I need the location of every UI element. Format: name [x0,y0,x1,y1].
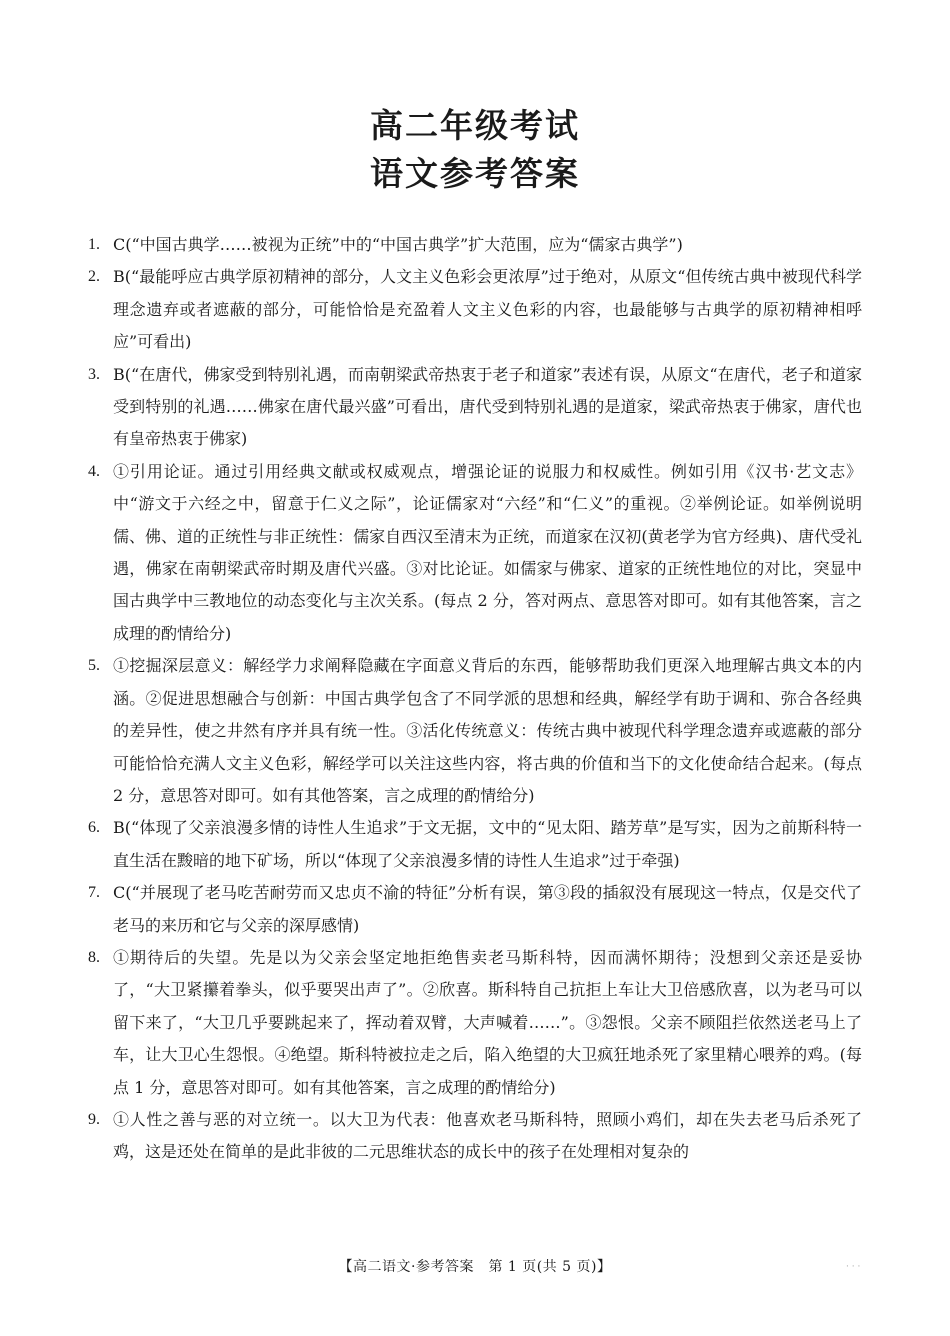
page-title: 高二年级考试 [370,106,580,145]
answer-text: ①期待后的失望。先是以为父亲会坚定地拒绝售卖老马斯科特，因而满怀期待；没想到父亲还是妥协了，“大卫紧攥着拳头，似乎要哭出声了”。②欣喜。斯科特自己抗拒上车让大卫倍感欣喜，以为老马可以留下来了，“大卫几乎要跳起来了，挥动着双臂，大声喊着……”。③怨恨。父亲不顾阻拦依然送老马上了车，让大卫心生怨恨。④绝望。斯科特被拉走之后，陷入绝望的大卫疯狂地杀死了家里精心喂养的鸡。(每点 1 分，意思答对即可。如有其他答案，言之成理的酌情给分) [113,947,862,1097]
answer-list [88,229,862,1169]
answer-item [88,456,862,650]
answer-text: ①挖掘深层意义：解经学力求阐释隐藏在字面意义背后的东西，能够帮助我们更深入地理解古典文本的内涵。②促进思想融合与创新：中国古典学包含了不同学派的思想和经典，解经学有助于调和、弥合各经典的差异性，使之井然有序并具有统一性。③活化传统意义：传统古典中被现代科学理念遗弃或遮蔽的部分可能恰恰充满人文主义色彩，解经学可以关注这些内容，将古典的价值和当下的文化使命结合起来。(每点 2 分，意思答对即可。如有其他答案，言之成理的酌情给分) [113,656,862,805]
answer-text: ①引用论证。通过引用经典文献或权威观点，增强论证的说服力和权威性。例如引用《汉书·艺文志》中“游文于六经之中，留意于仁义之际”，论证儒家对“六经”和“仁义”的重视。②举例论证。如举例说明儒、佛、道的正统性与非正统性：儒家自西汉至清末为正统，而道家在汉初(黄老学为官方经典)、唐代受礼遇，佛家在南朝梁武帝时期及唐代兴盛。③对比论证。如儒家与佛家、道家的正统性地位的对比，突显中国古典学中三教地位的动态变化与主次关系。(每点 2 分，答对两点、意思答对即可。如有其他答案，言之成理的酌情给分) [113,461,862,643]
answer-item [88,650,862,812]
answer-item [88,1104,862,1169]
answer-item [88,229,862,261]
page-subtitle: 语文参考答案 [370,154,580,193]
answer-text: B(“最能呼应古典学原初精神的部分，人文主义色彩会更浓厚”过于绝对，从原文“但传统古典中被现代科学理念遗弃或者遮蔽的部分，可能恰恰是充盈着人文主义色彩的内容，也最能够与古典学的原初精神相呼应”可看出) [113,267,862,352]
answer-text: B(“体现了父亲浪漫多情的诗性人生追求”于文无据，文中的“见太阳、踏芳草”是写实，因为之前斯科特一直生活在黢暗的地下矿场，所以“体现了父亲浪漫多情的诗性人生追求”过于牵强) [113,818,862,870]
answer-item [88,942,862,1104]
answer-text: B(“在唐代，佛家受到特别礼遇，而南朝梁武帝热衷于老子和道家”表述有误，从原文“在唐代，老子和道家受到特别的礼遇……佛家在唐代最兴盛”可看出，唐代受到特别礼遇的是道家，梁武帝热衷于佛家，唐代也有皇帝热衷于佛家) [113,364,862,449]
answer-number: 1. [88,236,100,253]
answer-number: 9. [88,1110,100,1128]
answer-number: 4. [88,462,100,480]
answer-item [88,359,862,456]
answer-text: C(“中国古典学……被视为正统”中的“中国古典学”扩大范围，应为“儒家古典学”) [113,235,683,254]
answer-number: 3. [88,365,100,383]
answer-text: ①人性之善与恶的对立统一。以大卫为代表：他喜欢老马斯科特，照顾小鸡们，却在失去老马后杀死了鸡，这是还处在简单的是此非彼的二元思维状态的成长中的孩子在处理相对复杂的 [113,1109,862,1162]
answer-item [88,877,862,942]
footer-mark: · · · [846,1262,861,1272]
page-footer: 【高二语文·参考答案 第 1 页(共 5 页)】 [338,1259,612,1275]
answer-text: C(“并展现了老马吃苦耐劳而又忠贞不渝的特征”分析有误，第③段的插叙没有展现这一特点，仅是交代了老马的来历和它与父亲的深厚感情) [113,883,862,935]
answer-number: 5. [88,657,100,675]
answer-number: 2. [88,268,100,286]
answer-number: 8. [88,948,100,966]
answer-number: 6. [88,819,100,837]
answer-item [88,261,862,358]
answer-number: 7. [88,884,100,902]
answer-item [88,812,862,877]
